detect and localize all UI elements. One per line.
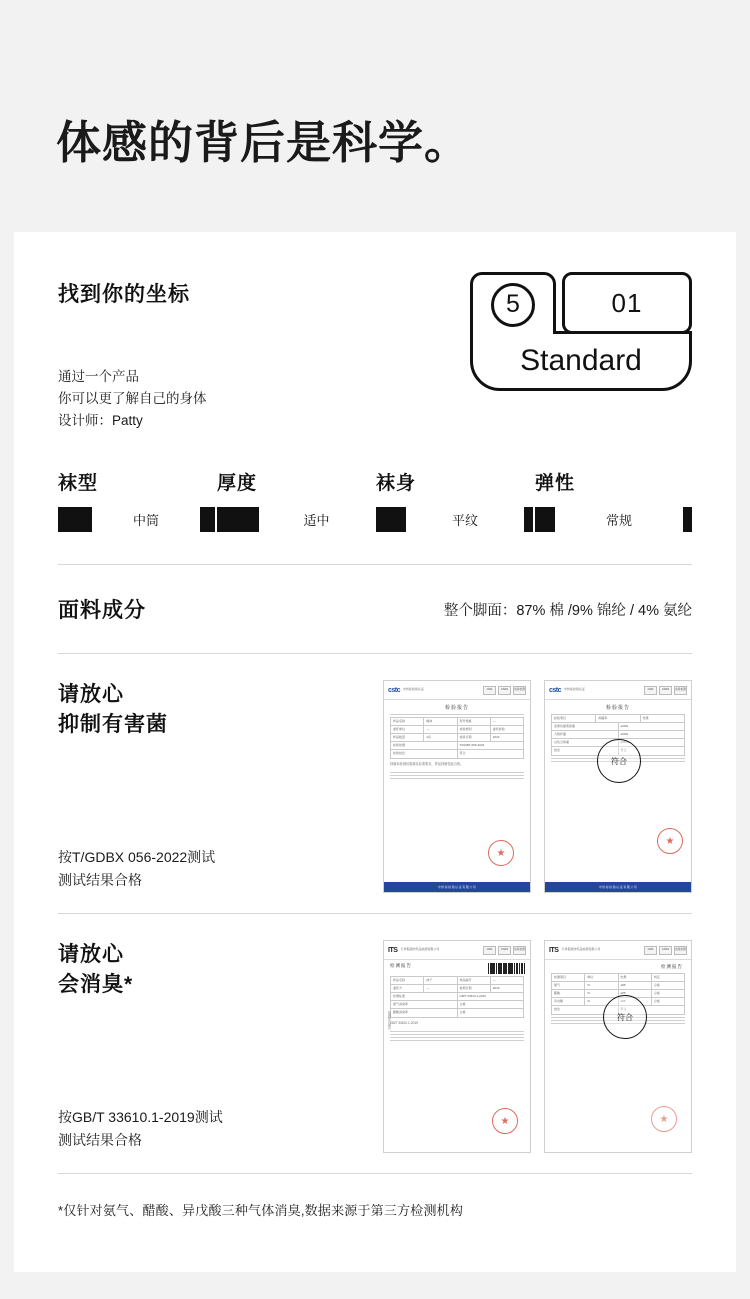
cert-heading-line1: 请放心	[58, 683, 124, 706]
cert-image-group	[358, 680, 692, 893]
cert-standard: 按T/GDBX 056-2022测试	[58, 849, 216, 866]
table-cell: 委托方	[391, 985, 424, 992]
doc-badge: CNAS	[498, 946, 511, 955]
doc-side-note: 检测报告编号	[387, 1011, 391, 1031]
doc-paragraph: 抑菌率检测结果满足标准要求，样品抑菌性能合格。	[390, 762, 464, 766]
doc-rule	[390, 1034, 524, 1035]
table-cell: 棉袜	[424, 718, 457, 725]
table-cell: 1双	[424, 734, 457, 741]
doc-logo-subtitle: 天祥集团纺织品检测有限公司	[400, 947, 440, 952]
coordinate-section	[58, 272, 692, 462]
table-row	[552, 731, 684, 739]
spec-item	[217, 468, 374, 532]
spec-value: 中筒	[92, 507, 200, 532]
table-cell: 结论	[552, 1006, 619, 1014]
cert-section-antibacterial	[58, 654, 692, 913]
standard-badge-circle-box	[470, 272, 556, 334]
doc-rule	[390, 714, 524, 715]
table-cell: 符合	[620, 748, 627, 752]
spec-bar	[58, 507, 215, 532]
page-footnote: *仅针对氨气、醋酸、异戊酸三种气体消臭,数据来源于第三方检测机构	[58, 1203, 464, 1218]
doc-badge-group	[483, 686, 526, 695]
table-cell: 符合	[459, 751, 466, 755]
doc-badge: CNAS	[659, 946, 672, 955]
doc-stamp: ★	[651, 1106, 677, 1132]
doc-logo: ITS	[388, 946, 398, 954]
cert-document-image[interactable]	[544, 680, 692, 893]
standard-badge-word: Standard	[470, 331, 692, 391]
table-cell: —	[424, 985, 457, 992]
designer-note-line3: 设计师：Patty	[58, 412, 143, 428]
section-title-coordinate: 找到你的坐标	[58, 283, 190, 306]
cert-heading	[58, 680, 358, 740]
table-row	[391, 977, 523, 985]
doc-highlight-circle: 符合	[597, 739, 641, 783]
doc-rule	[390, 1031, 524, 1032]
doc-badge: CMA	[483, 686, 496, 695]
cert-result: 测试结果合格	[58, 1131, 142, 1148]
doc-footer: 中纺标检验认证有限公司	[384, 882, 530, 892]
doc-badge: CNAS	[498, 686, 511, 695]
doc-footer: 中纺标检验认证有限公司	[545, 882, 691, 892]
fabric-composition: 整个脚面：87% 棉 /9% 锦纶 / 4% 氨纶	[443, 602, 692, 619]
table-cell: —	[424, 726, 457, 733]
doc-badge-group	[483, 946, 526, 955]
doc-table	[390, 976, 524, 1018]
table-cell: ≥85	[619, 990, 652, 997]
doc-badge: 检验检测	[674, 686, 687, 695]
doc-body	[384, 960, 530, 1041]
table-cell: 结果	[619, 974, 652, 981]
table-cell: 判定	[653, 975, 660, 979]
page-title: 体感的背后是科学。	[56, 117, 471, 169]
doc-rule	[390, 772, 524, 773]
doc-header	[384, 681, 530, 700]
doc-rule	[390, 778, 524, 779]
doc-body	[384, 714, 530, 779]
doc-logo: ITS	[549, 946, 559, 954]
doc-table	[390, 717, 524, 759]
table-cell: 样品名称	[391, 977, 424, 984]
cert-document-image[interactable]	[544, 940, 692, 1153]
table-cell: %	[585, 982, 618, 989]
table-cell: 型号规格	[458, 718, 491, 725]
doc-header	[545, 681, 691, 700]
table-row	[552, 974, 684, 982]
cert-text-block	[58, 940, 358, 1153]
table-cell: %	[585, 998, 618, 1005]
table-row	[391, 742, 523, 750]
doc-paragraph: GB/T 33610.1-2019	[390, 1021, 418, 1025]
cert-result: 测试结果合格	[58, 871, 142, 888]
table-cell: T/GDBX 056-2022	[459, 743, 485, 747]
cert-document-image[interactable]	[383, 680, 531, 893]
cert-footnote	[58, 1106, 223, 1151]
doc-logo-subtitle: 天祥集团纺织品检测有限公司	[561, 947, 601, 952]
table-cell: 检验类别	[458, 726, 491, 733]
spec-value: 平纹	[406, 507, 524, 532]
table-cell: 2019	[492, 986, 500, 990]
doc-rule	[390, 775, 524, 776]
cert-footnote	[58, 846, 215, 891]
table-row	[552, 715, 684, 723]
cert-section-deodorant	[58, 914, 692, 1173]
table-cell: 检验依据	[391, 742, 458, 749]
doc-badge: CMA	[644, 946, 657, 955]
table-cell: 单位	[585, 974, 618, 981]
cert-heading	[58, 940, 358, 1000]
doc-badge: CNAS	[659, 686, 672, 695]
table-cell: ≥99%	[620, 732, 629, 736]
table-cell: ≥99%	[620, 724, 629, 728]
table-cell: 金黄色葡萄球菌	[552, 723, 619, 730]
table-cell: 委托检验	[492, 727, 505, 731]
table-cell: 合格	[653, 991, 660, 995]
table-cell: ≥85	[619, 998, 652, 1005]
barcode-icon	[488, 963, 524, 974]
standard-badge-level: 5	[491, 283, 535, 327]
doc-badge-group	[644, 686, 687, 695]
table-row	[391, 985, 523, 993]
table-cell: ≥99%	[620, 740, 629, 744]
standard-badge	[470, 272, 692, 391]
section-title-fabric: 面料成分	[58, 599, 146, 622]
doc-header	[384, 941, 530, 960]
table-cell: 袜子	[424, 977, 457, 984]
doc-badge-group	[644, 946, 687, 955]
doc-stamp: ★	[657, 828, 683, 854]
table-cell: GB/T 33610.1-2019	[459, 994, 486, 998]
table-cell: 结论	[552, 747, 619, 755]
table-cell: 合格	[459, 1002, 466, 1006]
cert-image-group	[358, 940, 692, 1153]
table-cell: 检测项目	[552, 974, 585, 981]
table-row	[391, 1001, 523, 1009]
cert-text-block	[58, 680, 358, 893]
table-row	[391, 734, 523, 742]
spec-bar	[217, 507, 374, 532]
spec-item	[376, 468, 533, 532]
table-cell: %	[585, 990, 618, 997]
spec-item	[535, 468, 692, 532]
table-cell: 合格	[459, 1010, 466, 1014]
spec-card	[14, 232, 736, 1272]
doc-rule	[390, 1037, 524, 1038]
standard-badge-number: 01	[562, 272, 692, 334]
doc-badge: CMA	[644, 686, 657, 695]
table-row	[391, 718, 523, 726]
doc-rule	[390, 1040, 524, 1041]
spec-label: 袜身	[376, 473, 417, 494]
doc-stamp: ★	[492, 1108, 518, 1134]
doc-title: 检测报告	[390, 963, 412, 968]
table-cell: 2022	[492, 735, 500, 739]
hero-section	[0, 0, 750, 232]
table-cell: 大肠杆菌	[552, 731, 619, 738]
cert-document-image[interactable]	[383, 940, 531, 1153]
table-cell: ≥85	[619, 982, 652, 989]
table-row	[391, 750, 523, 758]
table-cell: 样品数量	[391, 734, 424, 741]
table-cell: 检验日期	[458, 734, 491, 741]
table-cell: 检测日期	[458, 985, 491, 992]
table-cell: 检验结论	[391, 750, 458, 758]
spec-bar	[376, 507, 533, 532]
cert-standard: 按GB/T 33610.1-2019测试	[58, 1109, 223, 1126]
standard-badge-top-row	[470, 272, 692, 334]
doc-title: 检测报告	[661, 964, 683, 969]
table-cell: 符合	[620, 1007, 627, 1011]
table-cell: 氨气	[552, 982, 585, 989]
table-row	[391, 1009, 523, 1017]
table-cell: 样品编号	[458, 977, 491, 984]
table-row	[391, 726, 523, 734]
table-row	[391, 993, 523, 1001]
doc-highlight-circle: 符合	[603, 995, 647, 1039]
doc-badge: 检验检测	[674, 946, 687, 955]
table-cell: 醋酸	[552, 990, 585, 997]
designer-note-line2: 你可以更了解自己的身体	[58, 390, 207, 406]
spec-bar	[535, 507, 692, 532]
bottom-spacer	[58, 1219, 692, 1245]
table-cell: 氨气消臭率	[391, 1001, 458, 1008]
table-cell: 检验项目	[552, 715, 596, 722]
table-cell: 合格	[653, 983, 660, 987]
spec-label: 弹性	[535, 473, 576, 494]
spec-label: 袜型	[58, 473, 99, 494]
doc-badge: CMA	[483, 946, 496, 955]
spec-label: 厚度	[217, 473, 258, 494]
table-cell: —	[492, 719, 496, 723]
doc-badge: 检验检测	[513, 946, 526, 955]
table-cell: 结果	[642, 716, 649, 720]
fabric-section	[58, 565, 692, 653]
doc-logo: cstc	[388, 686, 401, 694]
spec-value: 适中	[259, 507, 374, 532]
doc-title: 检验报告	[605, 705, 630, 711]
doc-title: 检验报告	[444, 705, 469, 711]
spec-item	[58, 468, 215, 532]
doc-badge: 检验检测	[513, 686, 526, 695]
designer-note-line1: 通过一个产品	[58, 369, 139, 384]
doc-stamp: ★	[488, 840, 514, 866]
cert-heading-line1: 请放心	[58, 943, 124, 966]
table-cell: 白色念珠菌	[552, 739, 619, 746]
spec-grid	[58, 468, 692, 532]
doc-logo-subtitle: 中纺标检验认证	[564, 687, 586, 692]
doc-logo-subtitle: 中纺标检验认证	[403, 687, 425, 692]
cert-heading-line2: 抑制有害菌	[58, 712, 168, 736]
table-cell: 醋酸消臭率	[391, 1009, 458, 1017]
table-cell: 检测标准	[391, 993, 458, 1000]
table-row	[552, 982, 684, 990]
spec-value: 常规	[555, 507, 683, 532]
table-cell: 合格	[653, 999, 660, 1003]
doc-header	[545, 941, 691, 960]
cert-heading-line2: 会消臭*	[58, 972, 134, 996]
table-cell: 异戊酸	[552, 998, 585, 1005]
doc-logo: cstc	[549, 686, 562, 694]
table-cell: 样品名称	[391, 718, 424, 725]
table-cell: —	[492, 978, 496, 982]
table-cell: 抑菌率	[596, 715, 640, 722]
table-row	[552, 723, 684, 731]
table-cell: 委托单位	[391, 726, 424, 733]
